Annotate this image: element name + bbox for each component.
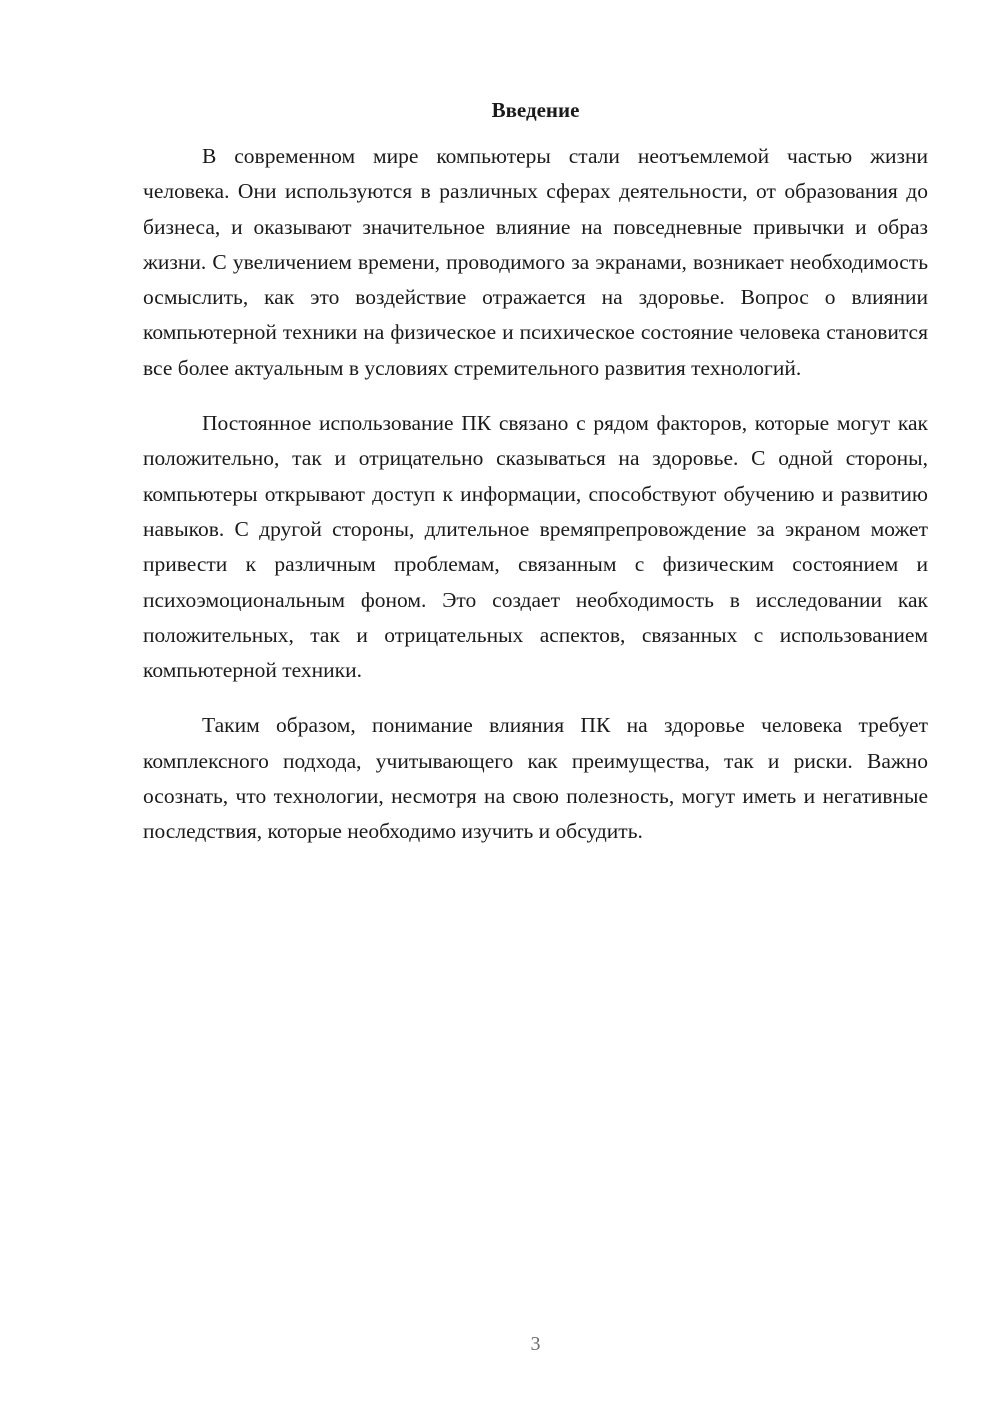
paragraph-2: Постоянное использование ПК связано с рядом факторов, которые могут как положительно, так и отрицательно сказываться на здоровье. С одной стороны, компьютеры открывают доступ к информации, способствуют обучению и развитию навыков. С другой стороны, длительное времяпрепровождение за экраном может привести к различным проблемам, связанным с физическим состоянием и психоэмоциональным фоном. Это создает необходимость в исследовании как положительных, так и отрицательных аспектов, связанных с использованием компьютерной техники. <box>143 411 928 683</box>
page-number: 3 <box>530 1333 541 1355</box>
paragraph-1: В современном мире компьютеры стали неотъемлемой частью жизни человека. Они используются в различных сферах деятельности, от образования до бизнеса, и оказывают значительное влияние на повседневные привычки и образ жизни. С увеличением времени, проводимого за экранами, возникает необходимость осмыслить, как это воздействие отражается на здоровье. Вопрос о влиянии компьютерной техники на физическое и психическое состояние человека становится все более актуальным в условиях стремительного развития технологий. <box>143 144 928 380</box>
paragraph-3: Таким образом, понимание влияния ПК на здоровье человека требует комплексного подхода, учитывающего как преимущества, так и риски. Важно осознать, что технологии, несмотря на свою полезность, могут иметь и негативные последствия, которые необходимо изучить и обсудить. <box>143 713 928 844</box>
section-title: Введение <box>491 98 580 122</box>
page-content <box>143 95 928 870</box>
